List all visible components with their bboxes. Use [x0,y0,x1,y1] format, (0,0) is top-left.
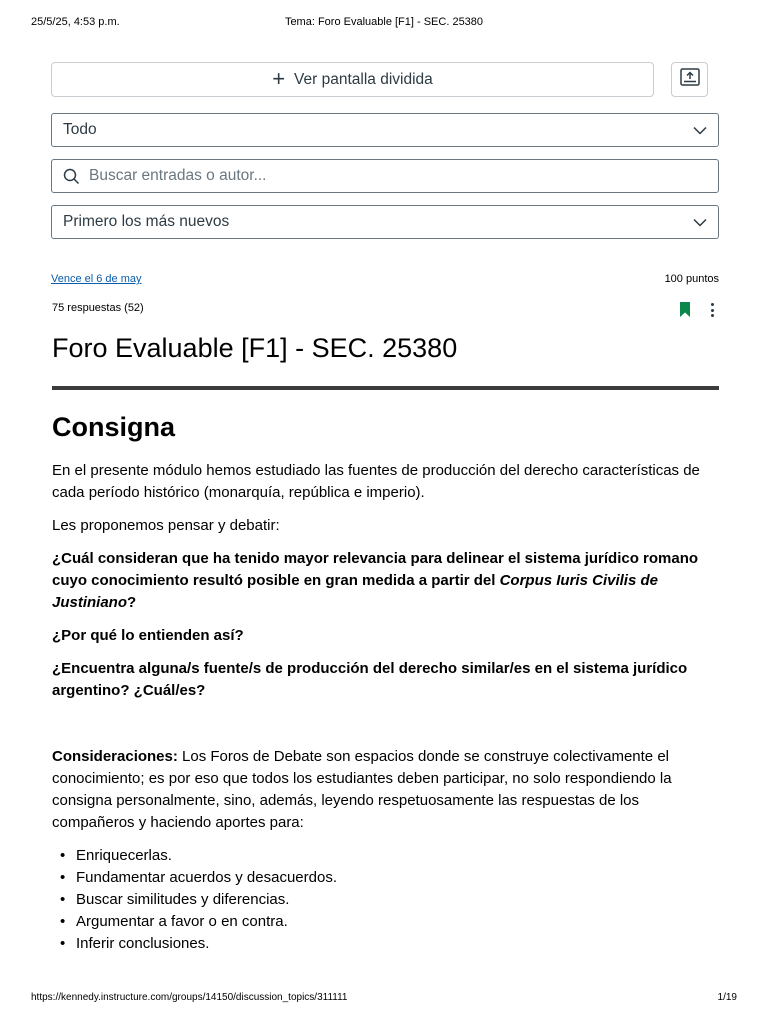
topic-title: Foro Evaluable [F1] - SEC. 25380 [52,333,458,363]
print-title: Tema: Foro Evaluable [F1] - SEC. 25380 [284,16,484,28]
question-1-text: ¿Cuál consideran que ha tenido mayor relevancia para delinear el sistema jurídico romano cuyo conocimiento resultó posible en gran medida a partir del [52,550,699,589]
list-item: • Fundamentar acuerdos y desacuerdos. [52,867,724,889]
list-item: • Inferir conclusiones. [52,933,724,955]
more-options-icon[interactable] [703,301,721,319]
chevron-down-icon [682,218,718,227]
question-1 [52,548,724,614]
question-1-italic: Corpus Iuris Civilis de Justiniano [52,572,658,611]
print-footer [31,992,737,1006]
section-heading: Consigna [52,412,176,442]
considerations-list [52,845,724,955]
considerations-paragraph [52,746,724,834]
chevron-down-icon [682,126,718,135]
intro-paragraph: En el presente módulo hemos estudiado las fuentes de producción del derecho características de cada período histórico (monarquía, república e imperio). [52,462,700,501]
list-item: • Buscar similitudes y diferencias. [52,889,724,911]
search-field[interactable] [51,159,719,193]
bookmark-icon[interactable] [679,302,691,323]
upload-button[interactable] [671,62,708,97]
upload-icon [680,68,700,91]
due-date-link[interactable]: Vence el 6 de may [51,273,142,285]
considerations-text: Los Foros de Debate son espacios donde se construye colectivamente el conocimiento; es por eso que todos los estudiantes deben participar, no solo respondiendo la consigna personalmente, sino, además, leyendo respetuosamente las respuestas de los compañeros y haciendo aportes para: [52,748,672,831]
print-header [31,16,737,30]
sort-select[interactable] [51,205,719,239]
sort-selected-value: Primero los más nuevos [63,213,230,230]
prompt-paragraph: Les proponemos pensar y debatir: [52,517,280,534]
list-item: • Argumentar a favor o en contra. [52,911,724,933]
search-icon [52,168,80,185]
filter-select[interactable] [51,113,719,147]
print-page-number: 1/19 [717,992,737,1003]
topic-body [52,410,724,955]
question-3: ¿Encuentra alguna/s fuente/s de producción del derecho similar/es en el sistema jurídico argentino? ¿Cuál/es? [52,660,688,699]
list-item: • Enriquecerlas. [52,845,724,867]
split-view-label: Ver pantalla dividida [294,70,433,88]
title-divider [52,386,719,390]
points-value: 100 puntos [664,273,719,285]
split-view-button[interactable] [51,62,654,97]
considerations-label: Consideraciones: [52,748,178,765]
question-1-end: ? [127,594,137,611]
question-2: ¿Por qué lo entienden así? [52,627,244,644]
print-url: https://kennedy.instructure.com/groups/14150/discussion_topics/311111 [31,992,348,1003]
search-input[interactable]: Buscar entradas o autor... [89,167,267,184]
filter-selected-value: Todo [63,121,97,138]
print-datetime: 25/5/25, 4:53 p.m. [31,16,120,28]
replies-count: 75 respuestas (52) [52,302,144,314]
plus-icon: + [272,65,286,91]
